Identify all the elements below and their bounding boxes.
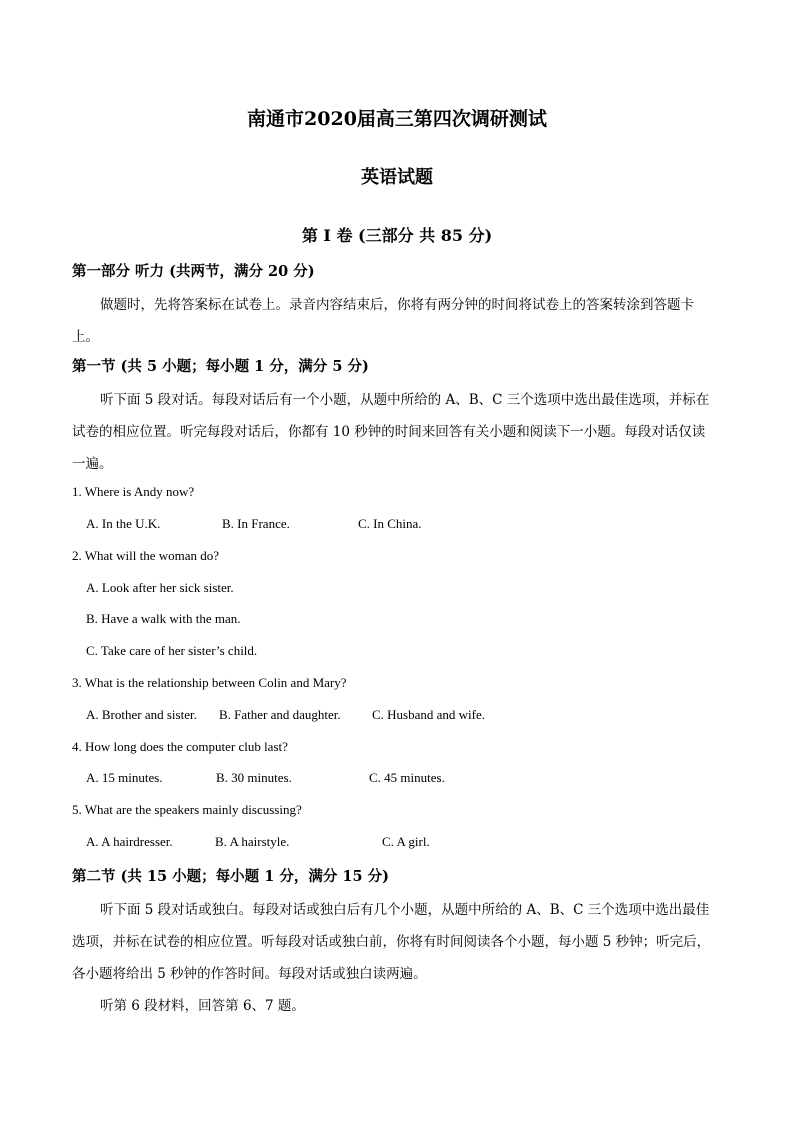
page-subtitle: 英语试题 bbox=[361, 167, 433, 188]
question-1-option-a: A. In the U.K. bbox=[86, 516, 161, 531]
question-5-option-b: B. A hairstyle. bbox=[215, 834, 290, 849]
question-5: 5. What are the speakers mainly discussing? bbox=[72, 802, 302, 817]
section1-instruction-line-2: 试卷的相应位置。听完每段对话后，你都有 10 秒钟的时间来回答有关小题和阅读下一小题。每段对话仅读 bbox=[72, 424, 706, 440]
question-2-option-c: C. Take care of her sister’s child. bbox=[86, 643, 258, 658]
section2-note: 听第 6 段材料，回答第 6、7 题。 bbox=[100, 998, 305, 1014]
page-title: 南通市2020届高三第四次调研测试 bbox=[247, 108, 547, 130]
section1-instruction-line-1: 听下面 5 段对话。每段对话后有一个小题，从题中所给的 A、B、C 三个选项中选出最佳选项，并标在 bbox=[100, 392, 710, 408]
question-3-option-a: A. Brother and sister. bbox=[86, 707, 197, 722]
question-5-option-c: C. A girl. bbox=[382, 834, 430, 849]
section1-instruction-line-3: 一遍。 bbox=[72, 456, 113, 472]
part1-instruction-line-2: 上。 bbox=[72, 329, 99, 345]
question-3-option-c: C. Husband and wife. bbox=[372, 707, 486, 722]
section2-heading: 第二节 (共 15 小题；每小题 1 分，满分 15 分) bbox=[72, 868, 390, 885]
question-3: 3. What is the relationship between Colin and Mary? bbox=[72, 675, 347, 690]
question-4-option-b: B. 30 minutes. bbox=[216, 770, 292, 785]
question-2: 2. What will the woman do? bbox=[72, 548, 220, 563]
question-4-option-a: A. 15 minutes. bbox=[86, 770, 163, 785]
question-2-option-b: B. Have a walk with the man. bbox=[86, 611, 241, 626]
section2-instruction-line-1: 听下面 5 段对话或独白。每段对话或独白后有几个小题，从题中所给的 A、B、C 三个选项中选出最佳 bbox=[100, 902, 710, 918]
section2-instruction-line-3: 各小题将给出 5 秒钟的作答时间。每段对话或独白读两遍。 bbox=[72, 966, 427, 982]
section1-heading: 第一节 (共 5 小题；每小题 1 分，满分 5 分) bbox=[72, 358, 369, 375]
question-4: 4. How long does the computer club last? bbox=[72, 739, 288, 754]
section2-instruction-line-2: 选项，并标在试卷的相应位置。听每段对话或独白前，你将有时间阅读各个小题，每小题 5 秒钟；听完后， bbox=[72, 934, 711, 950]
question-1: 1. Where is Andy now? bbox=[72, 484, 195, 499]
question-4-option-c: C. 45 minutes. bbox=[369, 770, 445, 785]
part1-instruction-line-1: 做题时，先将答案标在试卷上。录音内容结束后，你将有两分钟的时间将试卷上的答案转涂到答题卡 bbox=[100, 297, 694, 313]
question-1-option-c: C. In China. bbox=[358, 516, 422, 531]
question-3-option-b: B. Father and daughter. bbox=[219, 707, 341, 722]
question-1-option-b: B. In France. bbox=[222, 516, 290, 531]
part1-heading: 第一部分 听力 (共两节，满分 20 分) bbox=[72, 263, 315, 280]
question-5-option-a: A. A hairdresser. bbox=[86, 834, 173, 849]
volume-heading: 第 I 卷 (三部分 共 85 分) bbox=[301, 226, 493, 245]
question-2-option-a: A. Look after her sick sister. bbox=[86, 580, 234, 595]
